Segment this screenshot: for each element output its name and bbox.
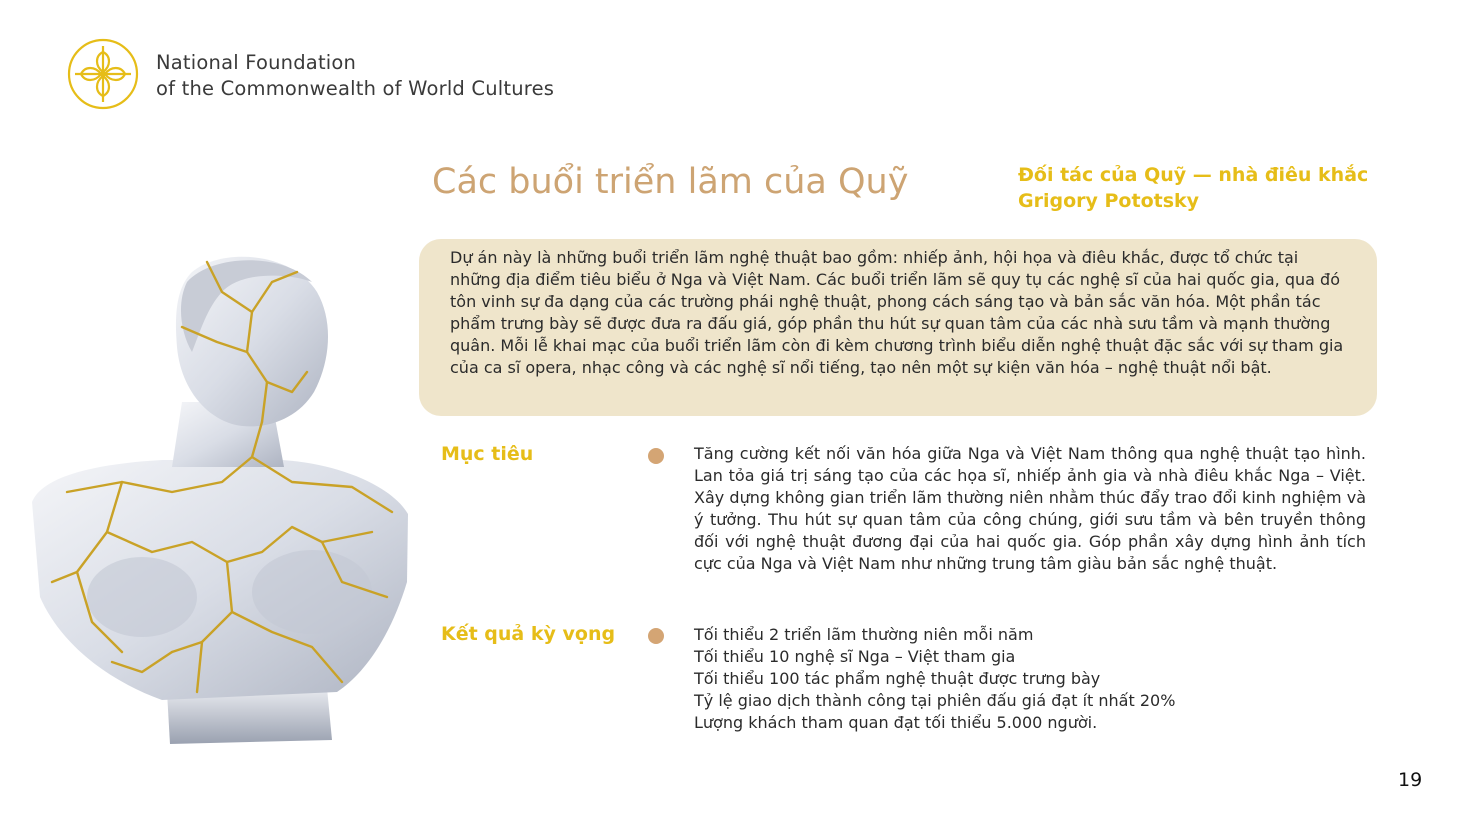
goals-label: Mục tiêu [441, 443, 534, 465]
goals-bullet [648, 448, 664, 464]
partner-line-1: Đối tác của Quỹ — nhà điêu khắc [1018, 164, 1369, 186]
intro-text: Dự án này là những buổi triển lãm nghệ thuật bao gồm: nhiếp ảnh, hội họa và điêu khắc, được tổ chức tại những địa điểm tiêu biểu ở Nga và Việt Nam. Các buổi triển lãm sẽ quy tụ các nghệ sĩ của hai quốc gia, qua đó tôn vinh sự đa dạng của các trường phái nghệ thuật, phong cách sáng tạo và bản sắc văn hóa. Một phần tác phẩm trưng bày sẽ được đưa ra đấu giá, góp phần thu hút sự quan tâm của các nhà sưu tầm và mạnh thường quân. Mỗi lễ khai mạc của buổi triển lãm còn đi kèm chương trình biểu diễn nghệ thuật đặc sắc với sự tham gia của ca sĩ opera, nhạc công và các nghệ sĩ nổi tiếng, tạo nên một sự kiện văn hóa – nghệ thuật nổi bật. [450, 248, 1344, 377]
results-list [694, 624, 1175, 734]
organization-name [156, 50, 554, 102]
list-item: Lượng khách tham quan đạt tối thiểu 5.000 người. [694, 713, 1098, 732]
page-title: Các buổi triển lãm của Quỹ [432, 162, 909, 202]
list-item: Tối thiểu 2 triển lãm thường niên mỗi năm [694, 625, 1034, 644]
list-item: Tối thiểu 100 tác phẩm nghệ thuật được trưng bày [694, 669, 1101, 688]
org-line-2: of the Commonwealth of World Cultures [156, 77, 555, 100]
partner-heading [1018, 162, 1368, 214]
list-item: Tỷ lệ giao dịch thành công tại phiên đấu giá đạt ít nhất 20% [694, 691, 1176, 710]
results-label: Kết quả kỳ vọng [441, 623, 616, 645]
org-line-1: National Foundation [156, 51, 357, 74]
intro-box [419, 239, 1377, 416]
results-bullet [648, 628, 664, 644]
page-number: 19 [1398, 769, 1423, 791]
list-item: Tối thiểu 10 nghệ sĩ Nga – Việt tham gia [694, 647, 1016, 666]
kintsugi-marble-bust-image [22, 252, 414, 750]
partner-line-2: Grigory Pototsky [1018, 190, 1200, 212]
goals-text: Tăng cường kết nối văn hóa giữa Nga và Việt Nam thông qua nghệ thuật tạo hình. Lan tỏa giá trị sáng tạo của các họa sĩ, nhiếp ảnh gia và nhà điêu khắc Nga – Việt. Xây dựng không gian triển lãm thường niên nhằm thúc đẩy trao đổi kinh nghiệm và ý tưởng. Thu hút sự quan tâm của công chúng, giới sưu tầm và bên truyền thông đối với nghệ thuật đương đại của hai quốc gia. Góp phần xây dựng hình ảnh tích cực của Nga và Việt Nam như những trung tâm giàu bản sắc nghệ thuật. [694, 444, 1366, 573]
quatrefoil-cross-logo-icon [67, 38, 139, 110]
